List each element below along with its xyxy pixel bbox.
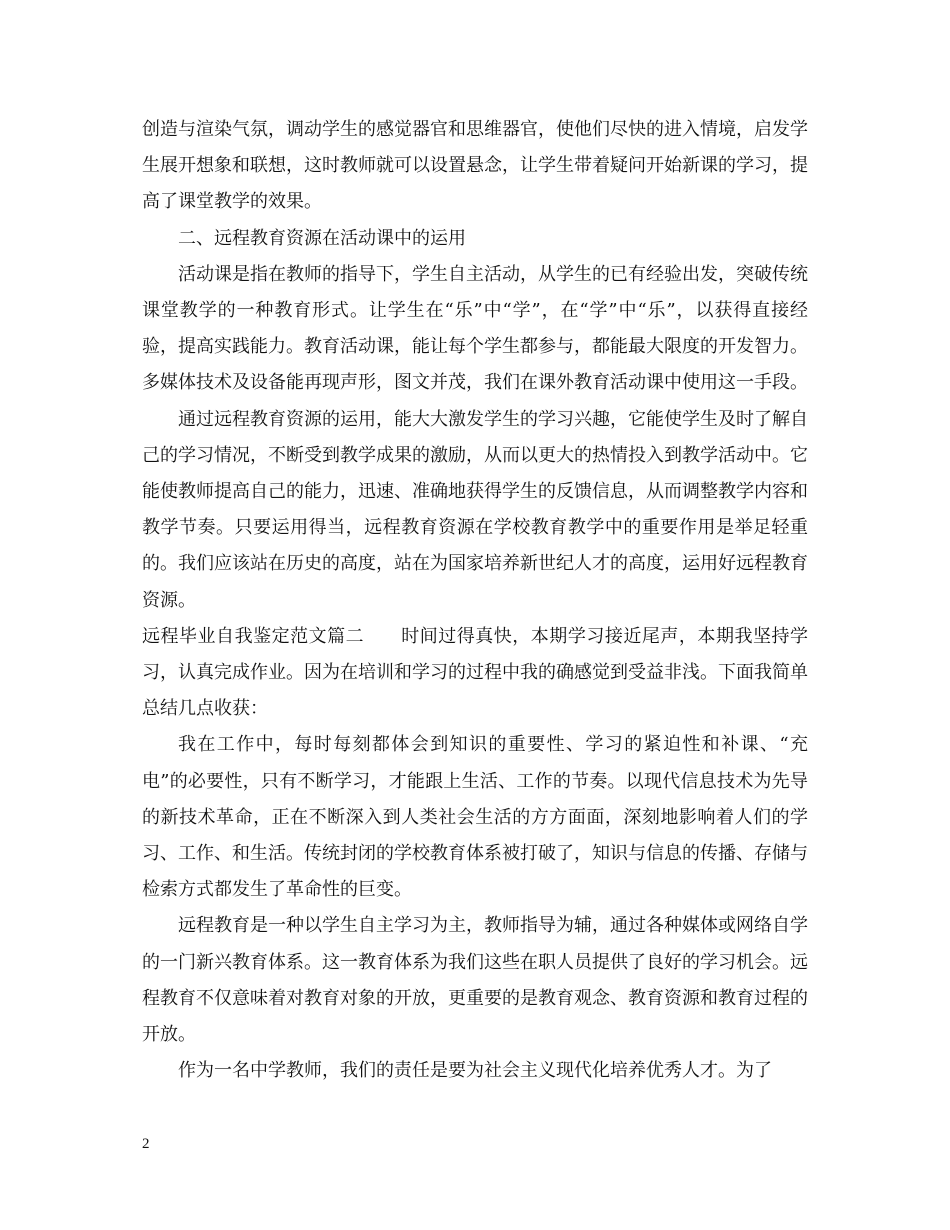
paragraph-distance-education: 远程教育是一种以学生自主学习为主，教师指导为辅，通过各种媒体或网络自学的一门新兴教育体系。这一教育体系为我们这些在职人员提供了良好的学习机会。远程教育不仅意味着对教育对象的开放，更重要的是教育观念、教育资源和教育过程的开放。	[142, 915, 808, 1046]
paragraph-continuation: 创造与渲染气氛，调动学生的感觉器官和思维器官，使他们尽快的进入情境，启发学生展开想象和联想，这时教师就可以设置悬念，让学生带着疑问开始新课的学习，提高了课堂教学的效果。	[142, 119, 808, 213]
paragraph-teacher-responsibility: 作为一名中学教师，我们的责任是要为社会主义现代化培养优秀人才。为了	[178, 1060, 772, 1082]
paragraph-activity-course: 活动课是指在教师的指导下，学生自主活动，从学生的已有经验出发，突破传统课堂教学的一种教育形式。让学生在“乐”中“学”，在“学”中“乐”，以获得直接经验，提高实践能力。教育活动课，能让每个学生都参与，都能最大限度的开发智力。多媒体技术及设备能再现声形，图文并茂，我们在课外教育活动课中使用这一手段。	[142, 263, 808, 394]
paragraph-article-two-intro: 远程毕业自我鉴定范文篇二 时间过得真快，本期学习接近尾声，本期我坚持学习，认真完成作业。因为在培训和学习的过程中我的确感觉到受益非浅。下面我简单总结几点收获：	[142, 625, 808, 720]
document-body	[142, 112, 808, 1089]
paragraph-resource-usage: 通过远程教育资源的运用，能大大激发学生的学习兴趣，它能使学生及时了解自己的学习情况，不断受到教学成果的激励，从而以更大的热情投入到教学活动中。它能使教师提高自己的能力，迅速、准确地获得学生的反馈信息，从而调整教学内容和教学节奏。只要运用得当，远程教育资源在学校教育教学中的重要作用是举足轻重的。我们应该站在历史的高度，站在为国家培养新世纪人才的高度，运用好远程教育资源。	[142, 408, 808, 611]
section-heading-2: 二、远程教育资源在活动课中的运用	[178, 227, 466, 249]
paragraph-work-learning: 我在工作中，每时每刻都体会到知识的重要性、学习的紧迫性和补课、“充电”的必要性，只有不断学习，才能跟上生活、工作的节奏。以现代信息技术为先导的新技术革命，正在不断深入到人类社会生活的方方面面，深刻地影响着人们的学习、工作、和生活。传统封闭的学校教育体系被打破了，知识与信息的传播、存储与检索方式都发生了革命性的巨变。	[142, 734, 808, 901]
page-number: 2	[142, 1136, 150, 1152]
